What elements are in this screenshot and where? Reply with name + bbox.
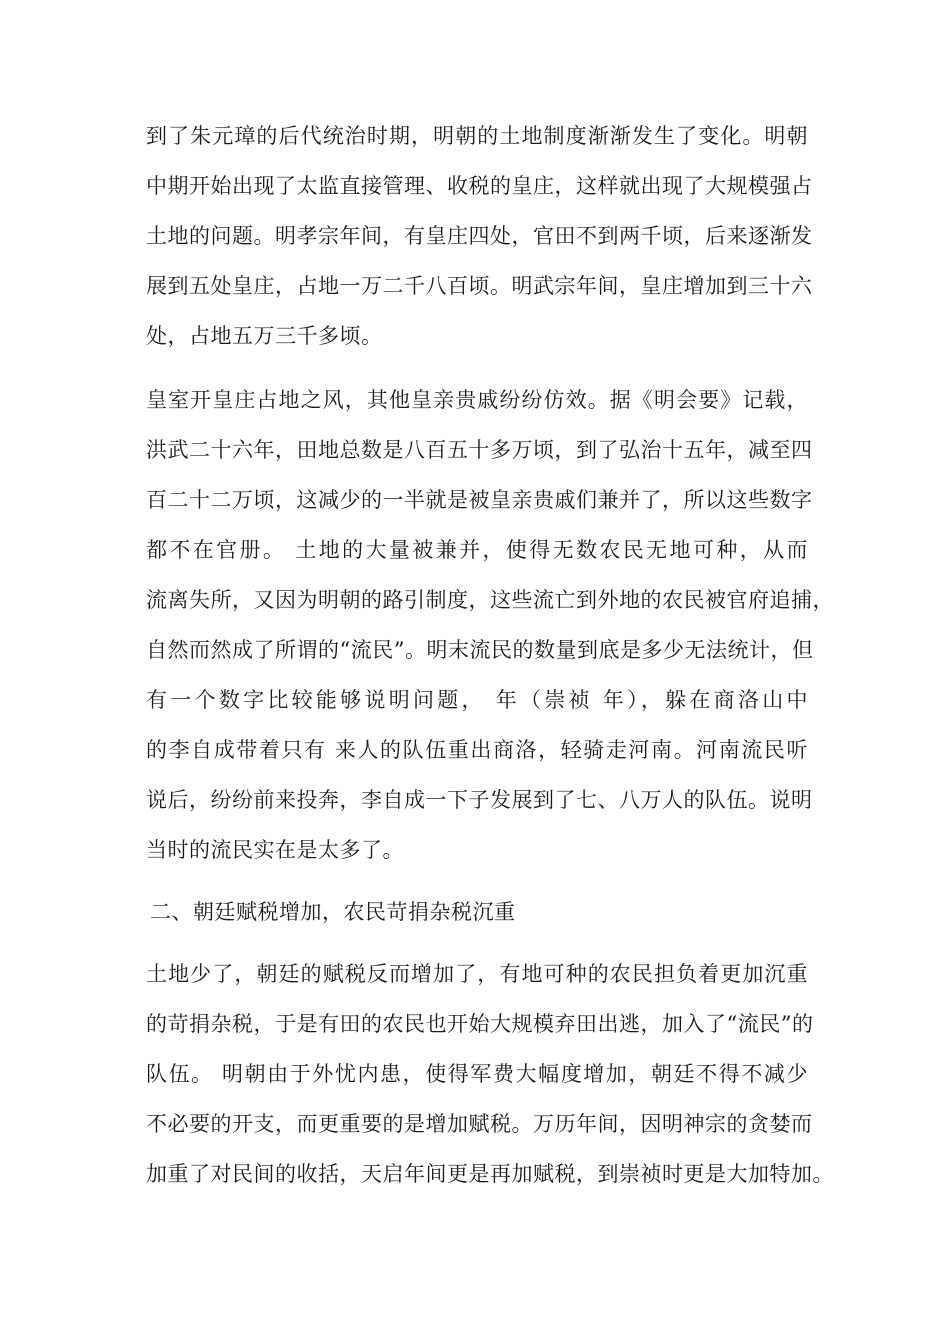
- paragraph-2-line-1: 皇室开皇庄占地之风，其他皇亲贵戚纷纷仿效。据《明会要》记载，: [146, 388, 808, 412]
- paragraph-3-line-4: 不必要的开支，而更重要的是增加赋税。万历年间，因明神宗的贪婪而: [146, 1112, 813, 1136]
- paragraph-2-line-10: 当时的流民实在是太多了。: [146, 838, 404, 862]
- paragraph-2-line-9: 说后，纷纷前来投奔，李自成一下子发展到了七、八万人的队伍。说明: [146, 788, 813, 812]
- paragraph-3-line-3: 队伍。 明朝由于外忧内患，使得军费大幅度增加，朝廷不得不减少: [146, 1062, 808, 1086]
- paragraph-2-line-2: 洪武二十六年，田地总数是八百五十多万顷，到了弘治十五年，减至四: [146, 438, 813, 462]
- paragraph-1-line-1: 到了朱元璋的后代统治时期，明朝的土地制度渐渐发生了变化。明朝: [146, 124, 808, 148]
- paragraph-2-line-6: 自然而然成了所谓的“流民”。明末流民的数量到底是多少无法统计，但: [146, 638, 814, 662]
- paragraph-3-line-1: 土地少了，朝廷的赋税反而增加了，有地可种的农民担负着更加沉重: [146, 962, 808, 986]
- paragraph-3-line-5: 加重了对民间的收括，天启年间更是再加赋税，到崇祯时更是大加特加。: [146, 1162, 834, 1186]
- paragraph-1-line-3: 土地的问题。明孝宗年间，有皇庄四处，官田不到两千顷，后来逐渐发: [146, 224, 813, 248]
- paragraph-1-line-2: 中期开始出现了太监直接管理、收税的皇庄，这样就出现了大规模强占: [146, 174, 813, 198]
- paragraph-3-line-2: 的苛捐杂税，于是有田的农民也开始大规模弃田出逃，加入了“流民”的: [146, 1012, 814, 1036]
- paragraph-1-line-4: 展到五处皇庄，占地一万二千八百顷。明武宗年间，皇庄增加到三十六: [146, 274, 813, 298]
- paragraph-2-line-7: 有一个数字比较能够说明问题， 年（崇祯 年），躲在商洛山中: [146, 688, 808, 712]
- paragraph-1-line-5: 处，占地五万三千多顷。: [146, 324, 383, 348]
- paragraph-2-line-4: 都不在官册。 土地的大量被兼并，使得无数农民无地可种，从而: [146, 538, 808, 562]
- paragraph-2-line-3: 百二十二万顷，这减少的一半就是被皇亲贵戚们兼并了，所以这些数字: [146, 488, 813, 512]
- section-heading: 二、朝廷赋税增加，农民苛捐杂税沉重: [150, 900, 516, 924]
- paragraph-2-line-5: 流离失所，又因为明朝的路引制度，这些流亡到外地的农民被官府追捕，: [146, 588, 834, 612]
- paragraph-2-line-8: 的李自成带着只有 来人的队伍重出商洛，轻骑走河南。河南流民听: [146, 738, 808, 762]
